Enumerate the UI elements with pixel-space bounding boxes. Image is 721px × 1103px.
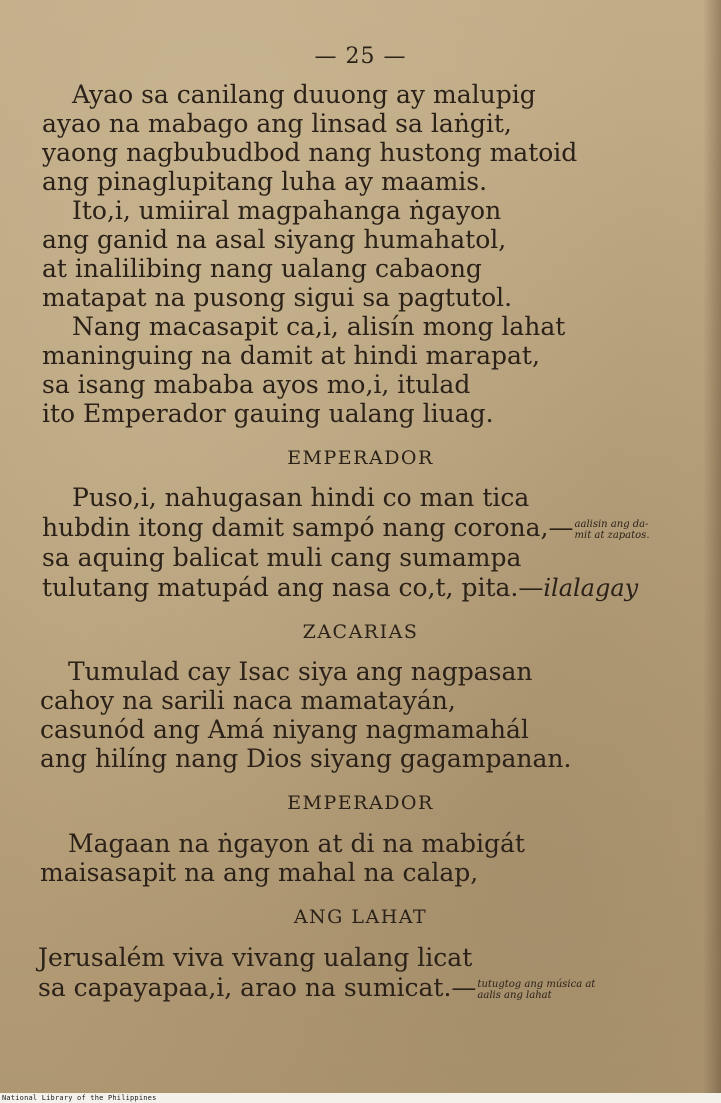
verse-line-with-note xyxy=(42,574,638,602)
dash: — xyxy=(548,513,574,542)
verse-line: sa isang mababa ayos mo,i, itulad xyxy=(42,370,471,399)
speaker-heading: ZACARIAS xyxy=(302,621,419,643)
verse-line: Tumulad cay Isac siya ang nagpasan xyxy=(68,657,533,686)
verse-line: Magaan na ṅgayon at di na mabigát xyxy=(68,829,525,858)
verse-line: Puso,i, nahugasan hindi co man tica xyxy=(72,483,530,512)
verse-line: cahoy na sarili naca mamatayán, xyxy=(40,686,456,715)
verse-line-with-note xyxy=(42,514,650,542)
note-line: aalisin ang da- xyxy=(574,518,649,530)
verse-line: ang hilíng nang Dios siyang gagampanan. xyxy=(40,744,572,773)
verse-line: Nang macasapit ca,i, alisín mong lahat xyxy=(72,312,566,341)
verse-text: hubdin itong damit sampó nang corona, xyxy=(42,513,549,542)
page-edge-shadow xyxy=(703,0,721,1103)
speaker-heading: EMPERADOR xyxy=(287,792,434,814)
verse-line: at inalilibing nang ualang cabaong xyxy=(42,254,482,283)
stage-direction-note: ilalagay xyxy=(543,574,639,602)
verse-line: maisasapit na ang mahal na calap, xyxy=(40,858,479,887)
note-line: mit at zapatos. xyxy=(574,529,650,541)
page-number: — 25 — xyxy=(314,44,407,69)
verse-line: sa aquing balicat muli cang sumampa xyxy=(42,543,522,572)
verse-line: ang pinaglupitang luha ay maamis. xyxy=(42,167,488,196)
dash: — xyxy=(451,973,477,1002)
note-line: tutugtog ang música at xyxy=(477,978,596,990)
verse-line: ang ganid na asal siyang humahatol, xyxy=(42,225,507,254)
verse-line: casunód ang Amá niyang nagmamahál xyxy=(40,715,529,744)
verse-line: matapat na pusong sigui sa pagtutol. xyxy=(42,283,513,312)
stage-direction-note xyxy=(477,979,595,1001)
dash: — xyxy=(518,573,544,602)
library-credit: National Library of the Philippines xyxy=(2,1094,157,1102)
verse-line: Ito,i, umiiral magpahanga ṅgayon xyxy=(72,196,502,225)
stage-direction-note xyxy=(575,519,650,541)
verse-line: ito Emperador gauing ualang liuag. xyxy=(42,399,494,428)
verse-line: ayao na mabago ang linsad sa laṅgit, xyxy=(42,109,512,138)
speaker-heading: ANG LAHAT xyxy=(293,906,428,928)
verse-text: sa capayapaa,i, arao na sumicat. xyxy=(38,973,452,1002)
verse-line-with-note xyxy=(38,974,595,1002)
verse-line: yaong nagbubudbod nang hustong matoid xyxy=(42,138,578,167)
verse-line: maninguing na damit at hindi marapat, xyxy=(42,341,540,370)
verse-line: Ayao sa canilang duuong ay malupig xyxy=(72,80,536,109)
note-line: aalis ang lahat xyxy=(477,989,552,1001)
speaker-heading: EMPERADOR xyxy=(287,447,434,469)
verse-text: tulutang matupád ang nasa co,t, pita. xyxy=(42,573,519,602)
verse-line: Jerusalém viva vivang ualang licat xyxy=(38,943,473,972)
